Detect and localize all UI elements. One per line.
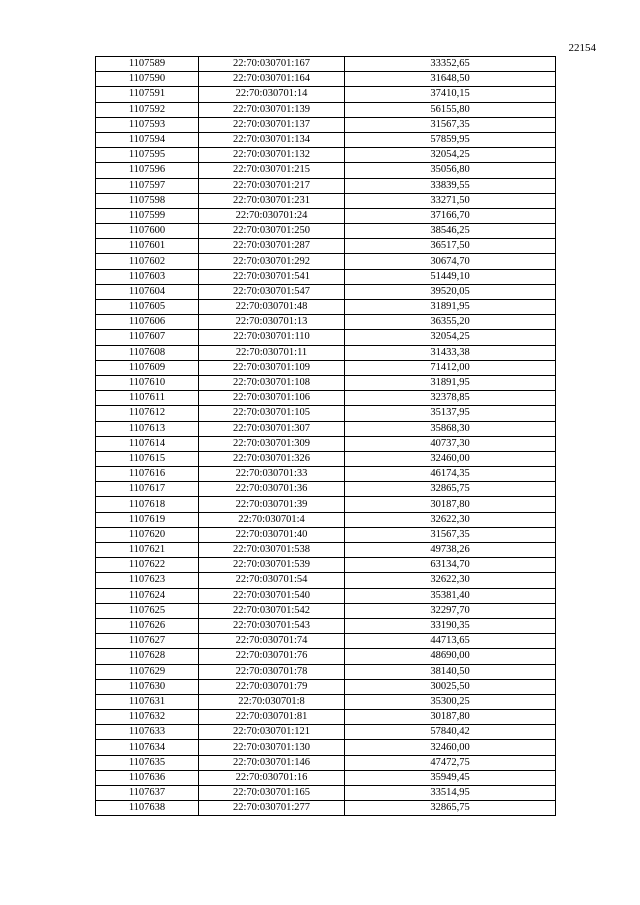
value-cell: 32622,30 [345,573,556,588]
record-number-cell: 1107630 [96,679,199,694]
value-cell: 35056,80 [345,163,556,178]
cadastral-number-cell: 22:70:030701:33 [199,467,345,482]
data-table [95,56,556,816]
record-number-cell: 1107626 [96,618,199,633]
record-number-cell: 1107636 [96,770,199,785]
value-cell: 31648,50 [345,72,556,87]
cadastral-number-cell: 22:70:030701:4 [199,512,345,527]
cadastral-number-cell: 22:70:030701:542 [199,603,345,618]
value-cell: 47472,75 [345,755,556,770]
cadastral-number-cell: 22:70:030701:309 [199,436,345,451]
record-number-cell: 1107627 [96,634,199,649]
record-number-cell: 1107616 [96,467,199,482]
table-row [96,178,556,193]
record-number-cell: 1107615 [96,451,199,466]
record-number-cell: 1107598 [96,193,199,208]
value-cell: 33190,35 [345,618,556,633]
value-cell: 38140,50 [345,664,556,679]
record-number-cell: 1107597 [96,178,199,193]
record-number-cell: 1107599 [96,208,199,223]
value-cell: 33514,95 [345,786,556,801]
cadastral-number-cell: 22:70:030701:132 [199,148,345,163]
value-cell: 32378,85 [345,391,556,406]
value-cell: 33839,55 [345,178,556,193]
record-number-cell: 1107628 [96,649,199,664]
value-cell: 46174,35 [345,467,556,482]
value-cell: 30674,70 [345,254,556,269]
table-row [96,603,556,618]
table-row [96,284,556,299]
record-number-cell: 1107613 [96,421,199,436]
value-cell: 32865,75 [345,482,556,497]
cadastral-number-cell: 22:70:030701:139 [199,102,345,117]
record-number-cell: 1107618 [96,497,199,512]
table-row [96,649,556,664]
table-row [96,497,556,512]
cadastral-number-cell: 22:70:030701:307 [199,421,345,436]
value-cell: 30187,80 [345,497,556,512]
table-row [96,391,556,406]
cadastral-number-cell: 22:70:030701:105 [199,406,345,421]
cadastral-number-cell: 22:70:030701:11 [199,345,345,360]
table-row [96,573,556,588]
value-cell: 32865,75 [345,801,556,816]
cadastral-number-cell: 22:70:030701:137 [199,117,345,132]
value-cell: 56155,80 [345,102,556,117]
table-row [96,755,556,770]
record-number-cell: 1107624 [96,588,199,603]
record-number-cell: 1107625 [96,603,199,618]
cadastral-number-cell: 22:70:030701:76 [199,649,345,664]
record-number-cell: 1107622 [96,558,199,573]
cadastral-number-cell: 22:70:030701:81 [199,710,345,725]
value-cell: 32460,00 [345,451,556,466]
record-number-cell: 1107633 [96,725,199,740]
value-cell: 37166,70 [345,208,556,223]
record-number-cell: 1107590 [96,72,199,87]
table-row [96,694,556,709]
record-number-cell: 1107606 [96,315,199,330]
record-number-cell: 1107611 [96,391,199,406]
record-number-cell: 1107589 [96,57,199,72]
value-cell: 32297,70 [345,603,556,618]
table-row [96,87,556,102]
cadastral-number-cell: 22:70:030701:48 [199,300,345,315]
cadastral-number-cell: 22:70:030701:292 [199,254,345,269]
value-cell: 39520,05 [345,284,556,299]
table-row [96,239,556,254]
table-row [96,710,556,725]
record-number-cell: 1107600 [96,224,199,239]
cadastral-number-cell: 22:70:030701:108 [199,375,345,390]
value-cell: 31433,38 [345,345,556,360]
cadastral-number-cell: 22:70:030701:326 [199,451,345,466]
table-row [96,467,556,482]
record-number-cell: 1107617 [96,482,199,497]
record-number-cell: 1107591 [96,87,199,102]
cadastral-number-cell: 22:70:030701:79 [199,679,345,694]
value-cell: 30187,80 [345,710,556,725]
table-row [96,558,556,573]
value-cell: 31891,95 [345,300,556,315]
cadastral-number-cell: 22:70:030701:130 [199,740,345,755]
cadastral-number-cell: 22:70:030701:134 [199,132,345,147]
table-row [96,436,556,451]
cadastral-number-cell: 22:70:030701:54 [199,573,345,588]
table-row [96,193,556,208]
value-cell: 33352,65 [345,57,556,72]
table-row [96,254,556,269]
value-cell: 37410,15 [345,87,556,102]
table-row [96,786,556,801]
record-number-cell: 1107602 [96,254,199,269]
record-number-cell: 1107595 [96,148,199,163]
table-row [96,163,556,178]
record-number-cell: 1107604 [96,284,199,299]
table-row [96,801,556,816]
table-row [96,208,556,223]
table-row [96,725,556,740]
table-row [96,330,556,345]
value-cell: 32054,25 [345,148,556,163]
value-cell: 57859,95 [345,132,556,147]
value-cell: 49738,26 [345,543,556,558]
cadastral-number-cell: 22:70:030701:8 [199,694,345,709]
cadastral-number-cell: 22:70:030701:39 [199,497,345,512]
cadastral-number-cell: 22:70:030701:540 [199,588,345,603]
record-number-cell: 1107637 [96,786,199,801]
table-row [96,512,556,527]
record-number-cell: 1107607 [96,330,199,345]
cadastral-number-cell: 22:70:030701:13 [199,315,345,330]
table-row [96,618,556,633]
cadastral-number-cell: 22:70:030701:250 [199,224,345,239]
table-body [96,57,556,816]
table-row [96,315,556,330]
table-row [96,482,556,497]
record-number-cell: 1107592 [96,102,199,117]
value-cell: 35949,45 [345,770,556,785]
record-number-cell: 1107603 [96,269,199,284]
cadastral-number-cell: 22:70:030701:217 [199,178,345,193]
value-cell: 35300,25 [345,694,556,709]
table-row [96,451,556,466]
record-number-cell: 1107601 [96,239,199,254]
table-row [96,527,556,542]
cadastral-number-cell: 22:70:030701:543 [199,618,345,633]
record-number-cell: 1107612 [96,406,199,421]
table-row [96,132,556,147]
value-cell: 35381,40 [345,588,556,603]
value-cell: 31567,35 [345,117,556,132]
value-cell: 36517,50 [345,239,556,254]
cadastral-number-cell: 22:70:030701:106 [199,391,345,406]
record-number-cell: 1107605 [96,300,199,315]
table-row [96,72,556,87]
cadastral-number-cell: 22:70:030701:78 [199,664,345,679]
record-number-cell: 1107609 [96,360,199,375]
cadastral-number-cell: 22:70:030701:14 [199,87,345,102]
value-cell: 51449,10 [345,269,556,284]
record-number-cell: 1107593 [96,117,199,132]
value-cell: 40737,30 [345,436,556,451]
value-cell: 57840,42 [345,725,556,740]
record-number-cell: 1107608 [96,345,199,360]
value-cell: 63134,70 [345,558,556,573]
cadastral-number-cell: 22:70:030701:215 [199,163,345,178]
table-row [96,770,556,785]
cadastral-number-cell: 22:70:030701:16 [199,770,345,785]
table-row [96,406,556,421]
cadastral-number-cell: 22:70:030701:110 [199,330,345,345]
cadastral-number-cell: 22:70:030701:538 [199,543,345,558]
cadastral-number-cell: 22:70:030701:231 [199,193,345,208]
record-number-cell: 1107621 [96,543,199,558]
table-row [96,679,556,694]
cadastral-number-cell: 22:70:030701:547 [199,284,345,299]
value-cell: 48690,00 [345,649,556,664]
value-cell: 36355,20 [345,315,556,330]
table-row [96,224,556,239]
record-number-cell: 1107631 [96,694,199,709]
record-number-cell: 1107634 [96,740,199,755]
record-number-cell: 1107632 [96,710,199,725]
table-row [96,664,556,679]
cadastral-number-cell: 22:70:030701:287 [199,239,345,254]
value-cell: 71412,00 [345,360,556,375]
record-number-cell: 1107594 [96,132,199,147]
value-cell: 30025,50 [345,679,556,694]
table-row [96,634,556,649]
cadastral-number-cell: 22:70:030701:165 [199,786,345,801]
table-row [96,375,556,390]
table-row [96,543,556,558]
value-cell: 38546,25 [345,224,556,239]
value-cell: 44713,65 [345,634,556,649]
table-row [96,421,556,436]
page-number: 22154 [568,42,596,54]
table-row [96,588,556,603]
cadastral-number-cell: 22:70:030701:277 [199,801,345,816]
record-number-cell: 1107610 [96,375,199,390]
cadastral-number-cell: 22:70:030701:24 [199,208,345,223]
table-row [96,57,556,72]
value-cell: 33271,50 [345,193,556,208]
value-cell: 35137,95 [345,406,556,421]
record-number-cell: 1107596 [96,163,199,178]
record-number-cell: 1107620 [96,527,199,542]
table-row [96,102,556,117]
record-number-cell: 1107623 [96,573,199,588]
cadastral-number-cell: 22:70:030701:36 [199,482,345,497]
table-row [96,360,556,375]
record-number-cell: 1107619 [96,512,199,527]
record-number-cell: 1107629 [96,664,199,679]
cadastral-number-cell: 22:70:030701:541 [199,269,345,284]
table-row [96,148,556,163]
cadastral-number-cell: 22:70:030701:74 [199,634,345,649]
cadastral-number-cell: 22:70:030701:164 [199,72,345,87]
value-cell: 32622,30 [345,512,556,527]
value-cell: 35868,30 [345,421,556,436]
table-row [96,740,556,755]
cadastral-number-cell: 22:70:030701:121 [199,725,345,740]
cadastral-number-cell: 22:70:030701:167 [199,57,345,72]
cadastral-number-cell: 22:70:030701:539 [199,558,345,573]
value-cell: 32054,25 [345,330,556,345]
record-number-cell: 1107614 [96,436,199,451]
table-row [96,345,556,360]
table-row [96,269,556,284]
value-cell: 31891,95 [345,375,556,390]
cadastral-number-cell: 22:70:030701:109 [199,360,345,375]
cadastral-number-cell: 22:70:030701:40 [199,527,345,542]
table-row [96,117,556,132]
value-cell: 32460,00 [345,740,556,755]
cadastral-number-cell: 22:70:030701:146 [199,755,345,770]
record-number-cell: 1107635 [96,755,199,770]
record-number-cell: 1107638 [96,801,199,816]
value-cell: 31567,35 [345,527,556,542]
table-row [96,300,556,315]
